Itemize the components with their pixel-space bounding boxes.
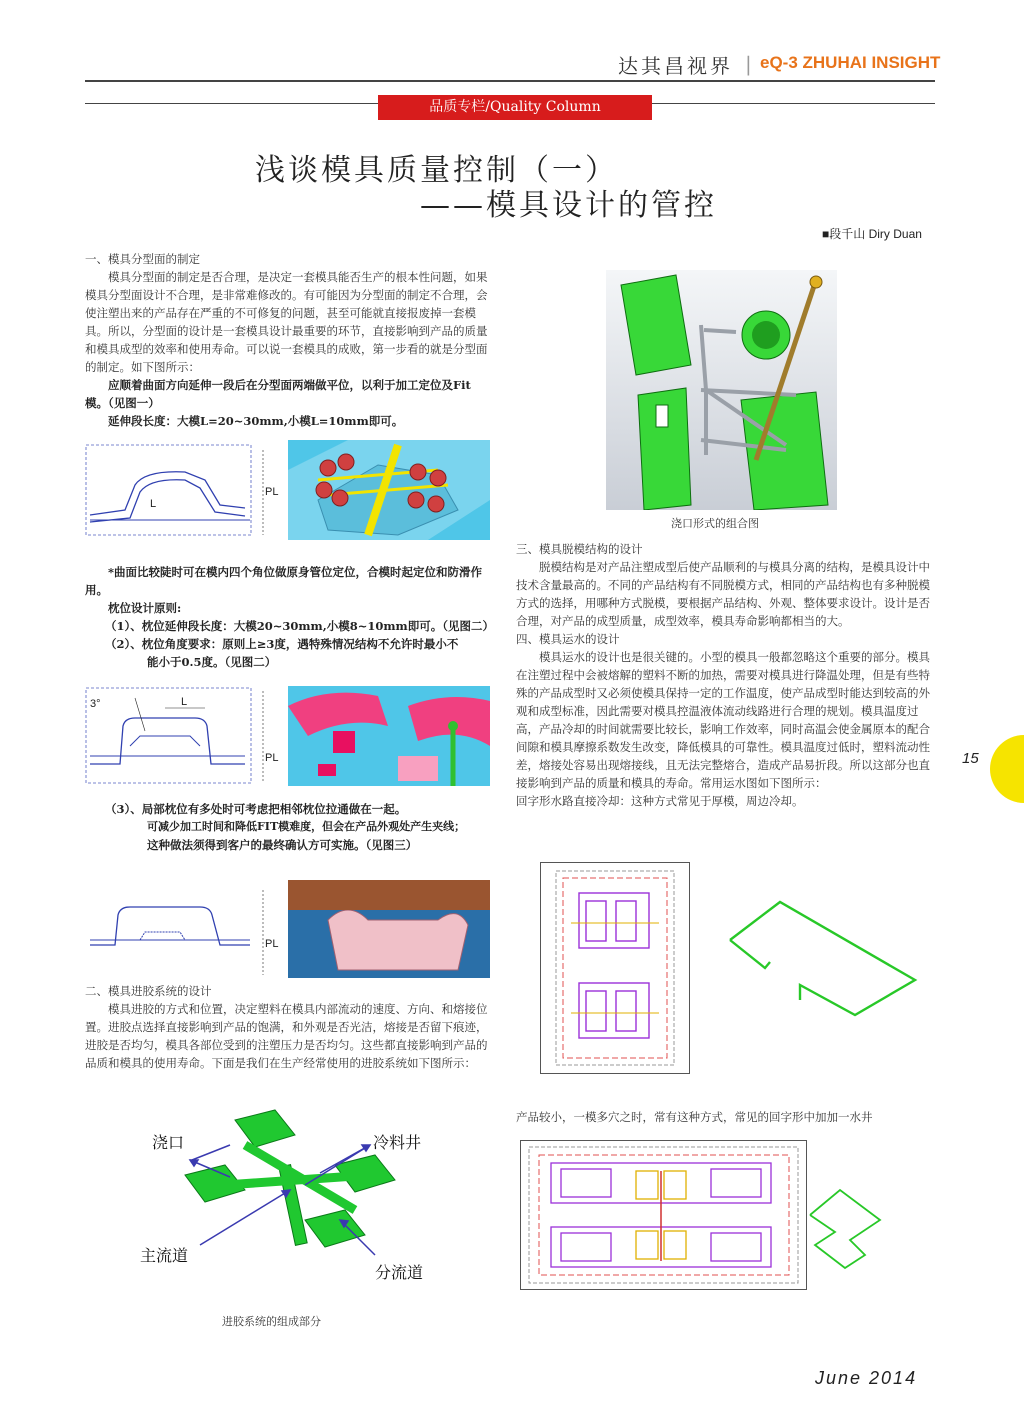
header-separator: | bbox=[745, 52, 752, 76]
section-heading: 四、模具运水的设计 bbox=[516, 632, 620, 646]
label-cold-well: 冷料井 bbox=[373, 1133, 422, 1152]
rule-item: 可减少加工时间和降低FIT模难度，但会在产品外观处产生夹线； bbox=[147, 820, 466, 833]
design-note: 延伸段长度：大模L=20~30mm,小模L=10mm即可。 bbox=[108, 414, 404, 428]
section-heading: 一、模具分型面的制定 bbox=[85, 252, 200, 266]
rule-item: 这种做法须得到客户的最终确认方可实施。（见图三） bbox=[147, 838, 418, 852]
rule-item: 能小于0.5度。（见图二） bbox=[147, 655, 277, 669]
label-gate: 浇口 bbox=[152, 1133, 185, 1152]
paragraph: 产品较小，一模多穴之时，常有这种方式，常见的回字形中加加一水井 bbox=[516, 1110, 873, 1124]
design-note: *曲面比较陡时可在模内四个角位做原身管位定位，合模时起定位和防滑作用。 bbox=[85, 565, 483, 597]
figure-caption: 浇口形式的组合图 bbox=[671, 517, 759, 530]
paragraph: 脱模结构是对产品注塑成型后使产品顺利的与模具分离的结构，是模具设计中技术含量最高的。不同的产品结构有不同脱模方式，相同的产品结构也有多种脱模方式的选择，用哪种方式脱模，要根据产品结构、外观、整体要求设计。设计是否合理，对产品的成型质量，成型效率，模具寿命影响都相当的大。 bbox=[516, 560, 930, 628]
label-sprue: 主流道 bbox=[140, 1246, 189, 1265]
section-heading: 二、模具进胶系统的设计 bbox=[85, 984, 212, 998]
paragraph: 模具进胶的方式和位置，决定塑料在模具内部流动的速度、方向、和熔接位置。进胶点选择直接影响到产品的饱满，和外观是否光洁，熔接是否留下痕迹，进胶是否均匀，模具各部位受到的注塑压力是否均匀。这些都直接影响到产品的品质和模具的使用寿命。下面是我们在生产经常使用的进胶系统如下图所示： bbox=[85, 1002, 488, 1070]
paragraph: 模具运水的设计也是很关键的。小型的模具一般都忽略这个重要的部分。模具在注塑过程中会被熔解的塑料不断的加热，需要对模具进行降温处理，但是有些特殊的产品成型时又必须使模具保持一定的工作温度，使产品成型时能达到较高的外观和成型标准，因此需要对模具控温液体流动线路进行合理的规划。模具温度过高，产品冷却的时间就需要比较长，影响工作效率，同时高温会使金属原本的配合间隙和模具摩擦系数发生改变，降低模具的可靠性。模具温度过低时，塑料流动性差，熔接处容易出现熔接线，且无法完整熔合，造成产品易折段。所以这部分也直接影响到产品的质量和模具的寿命。常用运水图如下图所示： bbox=[516, 650, 930, 790]
section-3-4-text bbox=[516, 540, 936, 810]
article-subtitle: ——模具设计的管控 bbox=[420, 188, 717, 223]
magazine-brand: 达其昌视界 bbox=[618, 54, 733, 78]
gating-system-figure bbox=[140, 1105, 440, 1295]
page-number: 15 bbox=[962, 750, 979, 767]
gate-combination-figure bbox=[606, 270, 837, 510]
cooling-layout-1 bbox=[540, 862, 690, 1074]
column-tag: 品质专栏/Quality Column bbox=[378, 95, 652, 120]
section-2-text bbox=[85, 982, 490, 1072]
rule-item: （1）、枕位延伸段长度：大模20~30mm,小模8~10mm即可。（见图二） bbox=[105, 619, 494, 633]
rule-item: （2）、枕位角度要求：原则上≥3度，遇特殊情况结构不允许时最小不 bbox=[105, 637, 459, 651]
parting-line-label: PL bbox=[265, 752, 279, 764]
angle-label: 3° bbox=[90, 698, 101, 710]
paragraph: 模具分型面的制定是否合理，是决定一套模具能否生产的根本性问题，如果模具分型面设计不合理，是非常难修改的。有可能因为分型面的制定不合理，会使注塑出来的产品存在严重的不可修复的问题，甚至可能就直接报废掉一套模具。所以，分型面的设计是一套模具设计最重要的环节，直接影响到产品的质量和模具成型的效率和使用寿命。可以说一套模具的成败，第一步看的就是分型面的制定。如下图所示： bbox=[85, 270, 488, 374]
label-runner: 分流道 bbox=[375, 1263, 424, 1282]
figure-1-render bbox=[288, 440, 490, 540]
figure-caption: 进胶系统的组成部分 bbox=[222, 1315, 321, 1328]
header-rule bbox=[85, 80, 935, 82]
cooling-layout-2 bbox=[520, 1140, 807, 1290]
article-title: 浅谈模具质量控制（一） bbox=[255, 153, 618, 188]
rule-item: （3）、局部枕位有多处时可考虑把相邻枕位拉通做在一起。 bbox=[105, 802, 407, 816]
parting-line-label: PL bbox=[265, 938, 279, 950]
cooling-circuit-1 bbox=[725, 900, 920, 1020]
magazine-subbrand: eQ-3 ZHUHAI INSIGHT bbox=[760, 53, 941, 72]
figure-1-diagram bbox=[85, 440, 290, 540]
parting-line-label: PL bbox=[265, 486, 279, 498]
cooling-circuit-2 bbox=[805, 1180, 885, 1270]
cooling-note bbox=[516, 1108, 936, 1126]
length-label: L bbox=[181, 696, 188, 708]
figure-2-diagram bbox=[85, 686, 290, 786]
figure-3-diagram bbox=[85, 880, 290, 978]
section-heading: 三、模具脱模结构的设计 bbox=[516, 542, 643, 556]
figure-2-render bbox=[288, 686, 490, 786]
length-label: L bbox=[150, 498, 157, 510]
section-1-rule3 bbox=[85, 800, 490, 854]
page-tab bbox=[990, 735, 1024, 803]
figure-3-render bbox=[288, 880, 490, 978]
paragraph: 回字形水路直接冷却：这种方式常见于厚模，周边冷却。 bbox=[516, 794, 804, 808]
article-author: ■段千山 Diry Duan bbox=[822, 227, 922, 241]
section-1-text bbox=[85, 250, 490, 430]
design-note: 应顺着曲面方向延伸一段后在分型面两端做平位，以利于加工定位及Fit模。（见图一） bbox=[85, 378, 471, 410]
section-1-rules bbox=[85, 563, 494, 671]
rules-title: 枕位设计原则: bbox=[108, 601, 182, 615]
issue-date: June 2014 bbox=[815, 1368, 918, 1388]
